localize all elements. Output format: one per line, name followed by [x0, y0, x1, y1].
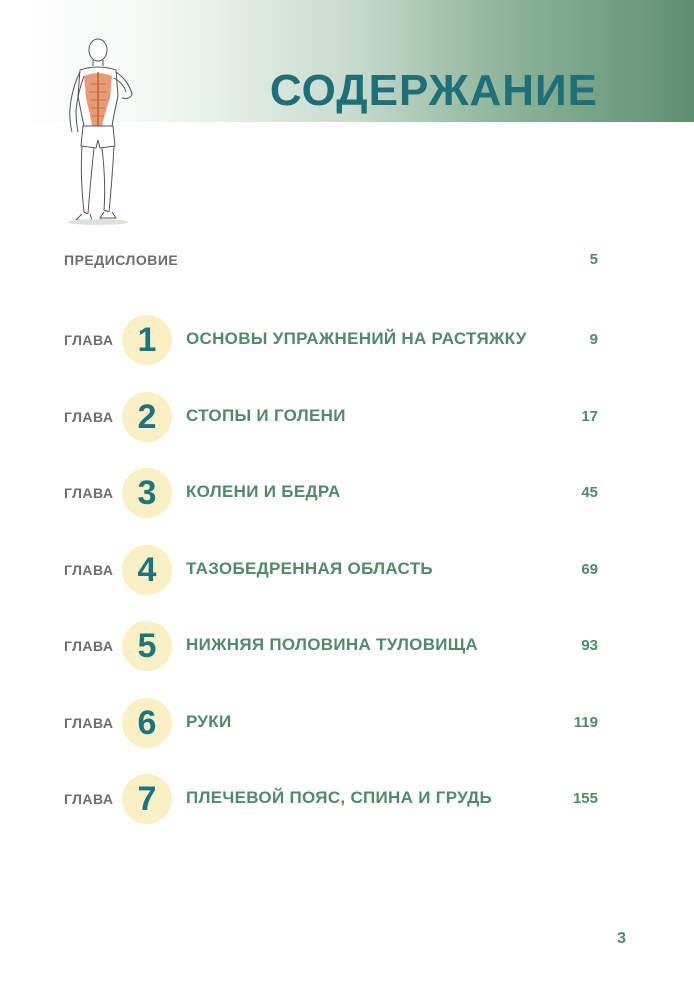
chapter-page-number: 69: [581, 560, 598, 578]
chapter-prefix: ГЛАВА: [64, 791, 114, 807]
chapter-number: 1: [137, 321, 157, 359]
chapter-title: ОСНОВЫ УПРАЖНЕНИЙ НА РАСТЯЖКУ: [186, 329, 527, 348]
preface-page-number: 5: [589, 251, 598, 268]
page-number: 3: [617, 930, 626, 947]
chapter-title: РУКИ: [186, 711, 232, 731]
chapter-number-circle: [122, 468, 172, 518]
chapter-prefix: ГЛАВА: [64, 332, 114, 348]
chapter-number-circle: [122, 545, 172, 595]
anatomy-figure-icon: [52, 36, 142, 226]
toc-row-chapter-5[interactable]: [0, 616, 694, 676]
chapter-page-number: 9: [589, 331, 598, 348]
toc-row-chapter-6[interactable]: [0, 693, 694, 753]
chapter-prefix: ГЛАВА: [64, 638, 114, 654]
chapter-prefix: ГЛАВА: [64, 714, 114, 731]
chapter-title: ТАЗОБЕДРЕННАЯ ОБЛАСТЬ: [186, 558, 433, 578]
chapter-page-number: 155: [572, 790, 598, 807]
chapter-number-circle: [122, 621, 172, 671]
chapter-number-circle: [122, 774, 172, 824]
chapter-number-circle: [122, 698, 172, 748]
toc-row-chapter-3[interactable]: [0, 463, 694, 523]
toc-row-chapter-1[interactable]: [0, 310, 694, 370]
chapter-title: СТОПЫ И ГОЛЕНИ: [186, 405, 346, 425]
toc-row-chapter-2[interactable]: [0, 387, 694, 447]
chapter-page-number: 45: [581, 484, 598, 501]
chapter-title: ПЛЕЧЕВОЙ ПОЯС, СПИНА И ГРУДЬ: [186, 788, 493, 807]
chapter-page-number: 93: [581, 637, 598, 654]
chapter-number: 6: [137, 703, 157, 742]
toc-row-chapter-7[interactable]: [0, 769, 694, 829]
chapter-number: 5: [137, 627, 157, 665]
chapter-title: НИЖНЯЯ ПОЛОВИНА ТУЛОВИЩА: [186, 635, 478, 654]
chapter-number-circle: [122, 315, 172, 365]
page-title: СОДЕРЖАНИЕ: [269, 66, 598, 115]
chapter-number: 7: [137, 780, 157, 818]
preface-label: ПРЕДИСЛОВИЕ: [64, 252, 179, 268]
chapter-page-number: 17: [581, 407, 598, 425]
chapter-number: 4: [137, 550, 157, 589]
chapter-number: 3: [137, 474, 157, 512]
chapter-title: КОЛЕНИ И БЕДРА: [186, 482, 341, 501]
toc-row-chapter-4[interactable]: [0, 540, 694, 600]
chapter-prefix: ГЛАВА: [64, 485, 114, 501]
chapter-number-circle: [122, 392, 172, 442]
chapter-prefix: ГЛАВА: [64, 561, 114, 578]
chapter-number: 2: [137, 397, 157, 436]
chapter-page-number: 119: [573, 713, 598, 731]
chapter-prefix: ГЛАВА: [64, 408, 114, 425]
